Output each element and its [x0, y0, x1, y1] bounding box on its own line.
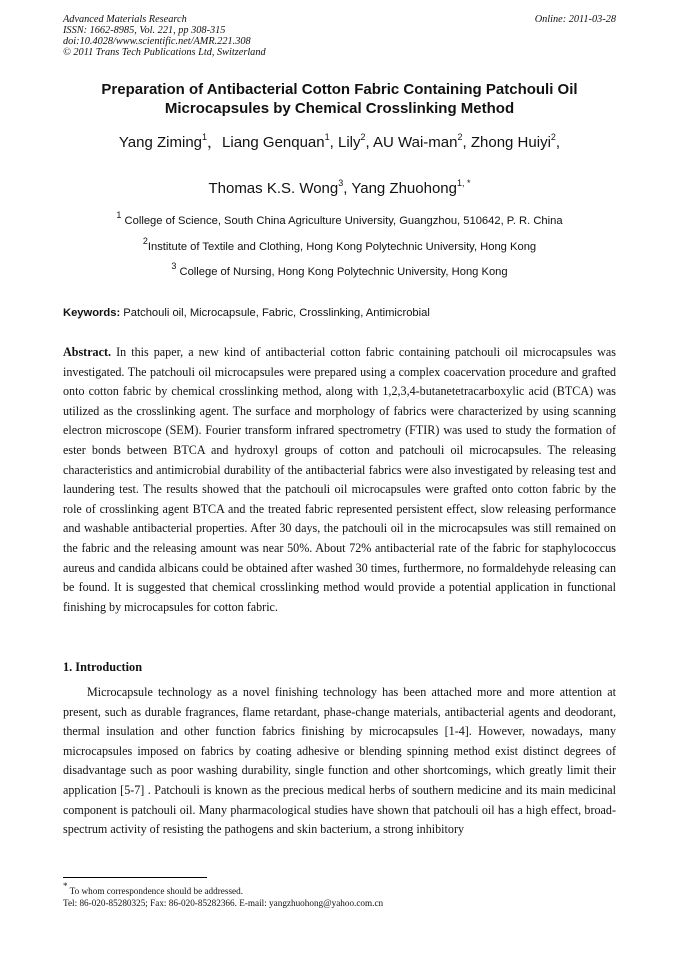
abstract-text: In this paper, a new kind of antibacterial cotton fabric containing patchouli oil microcapsules was investigated. The patchouli oil microcapsules were prepared using a complex coacervation procedure and grafted onto cotton fabric by chemical crosslinking method, along with 1,2,3,4-butanetetracarboxylic acid (BTCA) was utilized as the crosslinking agent. The surface and morphology of fabrics were characterized by using scanning electron microscope (SEM). Fourier transform infrared spectrometry (FTIR) was used to study the formation of ester bonds between BTCA and hydroxyl groups of cotton and patchouli oil microcapsules. The releasing characteristics and antimicrobial durability of the antibacterial fabrics were also investigated by releasing test and laundering test. The results showed that the patchouli oil microcapsules were grafted onto cotton fabric by the role of crosslinking agent BTCA and the treated fabric represented persistent effect, slow releasing performance and washable antibacterial properties. After 30 days, the patchouli oil in the microcapsules was still remained on the fabric and the releasing amount was near 50%. About 72% antibacterial rate of the fabric for staphylococcus aureus and candida albicans could be obtained after washed 30 times, furthermore, no formaldehyde releasing can be found. It is suggested that chemical crosslinking method would provide a potential application in functional finishing by microcapsules for cotton fabric. [63, 345, 616, 614]
paper-title [63, 80, 616, 118]
issn-line: ISSN: 1662-8985, Vol. 221, pp 308-315 [63, 25, 226, 36]
author-sup: 2 [457, 132, 463, 142]
footnote-text: To whom correspondence should be addressed. [67, 886, 243, 896]
author-name: Yang Zhuohong [351, 180, 457, 197]
footnote-mark: * [63, 880, 68, 891]
journal-header [63, 14, 616, 58]
author-sup: 1, * [457, 178, 471, 188]
author-sup: 2 [360, 132, 366, 142]
author-name: Zhong Huiyi [470, 134, 551, 151]
author-name: Thomas K.S. Wong [208, 180, 339, 197]
copyright-line: © 2011 Trans Tech Publications Ltd, Switzerland [63, 47, 266, 58]
author-name: Liang Genquan [222, 134, 325, 151]
author-sup: 2 [550, 132, 556, 142]
author-line-2: Thomas K.S. Wong$^3$, Yang Zhuohong$^{1, *}$ [208, 178, 471, 197]
author-name: Yang Ziming [118, 134, 202, 151]
footnote-correspondence [63, 880, 616, 897]
affiliation-text: College of Nursing, Hong Kong Polytechnic University, Hong Kong [176, 266, 508, 278]
abstract-label: Abstract. [63, 345, 112, 359]
keywords-text: Patchouli oil, Microcapsule, Fabric, Crosslinking, Antimicrobial [120, 307, 430, 319]
affiliation-2 [63, 236, 616, 254]
introduction-paragraph: Microcapsule technology as a novel finishing technology has been attached more and more attention at present, such as durable fragrances, flame retardant, phase-change materials, antibacterial agents and deodorant, thermal insulation and other function fabrics finishing by microcapsules [1-4]. However, nowadays, many microcapsules imposed on fabrics by coating adhesive or blending spinning method exist distinct degrees of disadvantage such as poor washing durability, single function and other shortcomings, which greatly limit their application [5-7] . Patchouli is known as the precious medical herbs of southern medicine and its main medicinal component is patchouli oil. Many pharmacological studies have shown that patchouli oil has a high effect, broad-spectrum activity of resisting the pathogens and skin bacterium, a strong inhibitory [63, 685, 616, 837]
keywords-label: Keywords: [63, 307, 121, 319]
author-line-1: Yang Ziming$^1$，Liang Genquan$^1$, Lily$^2$, AU Wai-man$^2$, Zhong Huiyi$^2$, [118, 132, 561, 151]
journal-name: Advanced Materials Research [63, 14, 187, 25]
author-sup: 1 [202, 132, 208, 142]
affiliation-text: Institute of Textile and Clothing, Hong Kong Polytechnic University, Hong Kong [147, 241, 537, 253]
abstract [63, 343, 616, 617]
author-sup: 1 [324, 132, 330, 142]
affiliation-sup: 2 [142, 236, 148, 247]
author-separator: ， [207, 134, 223, 151]
title-line-2: Microcapsules by Chemical Crosslinking Method [164, 100, 515, 117]
author-name: AU Wai-man [373, 134, 458, 151]
title-line-1: Preparation of Antibacterial Cotton Fabric Containing Patchouli Oil [101, 81, 578, 98]
section-heading-introduction: 1. Introduction [63, 660, 143, 674]
affiliation-3 [63, 261, 616, 279]
footnote-contact: Tel: 86-020-85280325; Fax: 86-020-85282366. E-mail: yangzhuohong@yahoo.com.cn [63, 898, 384, 908]
keywords [63, 306, 616, 320]
author-name: Lily [337, 134, 361, 151]
footnote-rule [63, 877, 207, 878]
affiliation-sup: 3 [171, 261, 177, 272]
affiliation-sup: 1 [116, 210, 122, 221]
author-sup: 3 [338, 178, 344, 188]
doi-line: doi:10.4028/www.scientific.net/AMR.221.308 [63, 36, 251, 47]
affiliation-text: College of Science, South China Agriculture University, Guangzhou, 510642, P. R. China [121, 215, 563, 227]
online-date: Online: 2011-03-28 [534, 14, 616, 25]
affiliation-1 [63, 210, 616, 228]
